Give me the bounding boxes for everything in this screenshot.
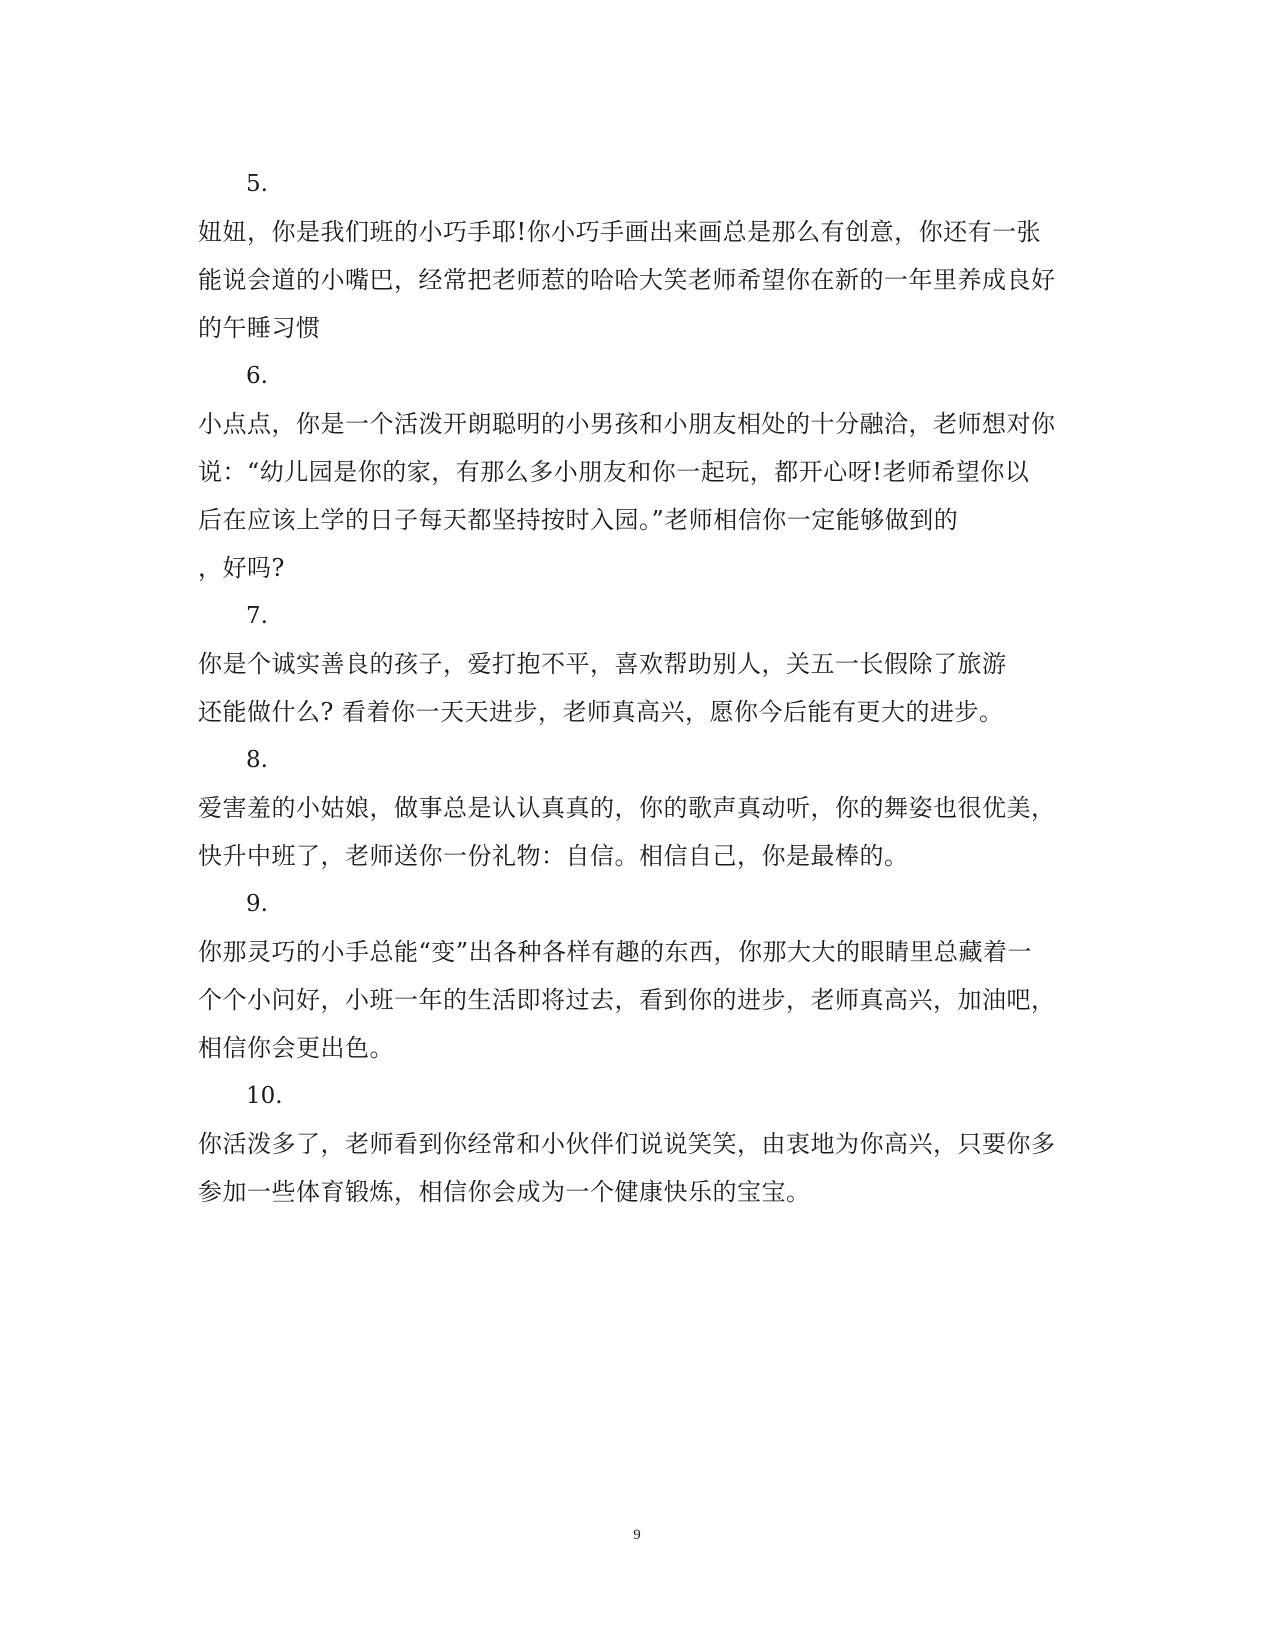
text-line: 相信你会更出色。 bbox=[198, 1034, 394, 1062]
entry-number: 6. bbox=[246, 363, 268, 389]
entry-text bbox=[198, 208, 1078, 352]
text-line: 还能做什么? 看着你一天天进步，老师真高兴，愿你今后能有更大的进步。 bbox=[198, 698, 1004, 726]
text-line: 小点点，你是一个活泼开朗聪明的小男孩和小朋友相处的十分融洽，老师想对你 bbox=[198, 410, 1056, 438]
entry-10 bbox=[198, 1072, 1078, 1216]
entry-6 bbox=[198, 352, 1078, 592]
entry-number: 8. bbox=[246, 747, 268, 773]
text-line: 你那灵巧的小手总能“变”出各种各样有趣的东西，你那大大的眼睛里总藏着一 bbox=[198, 938, 1033, 966]
entry-text bbox=[198, 928, 1078, 1072]
entry-number: 9. bbox=[246, 891, 268, 917]
text-line: 后在应该上学的日子每天都坚持按时入园。”老师相信你一定能够做到的 bbox=[198, 506, 959, 534]
entry-text bbox=[198, 400, 1078, 592]
text-line: 你活泼多了，老师看到你经常和小伙伴们说说笑笑，由衷地为你高兴，只要你多 bbox=[198, 1130, 1056, 1158]
entry-9 bbox=[198, 880, 1078, 1072]
text-line: 妞妞，你是我们班的小巧手耶!你小巧手画出来画总是那么有创意，你还有一张 bbox=[198, 218, 1042, 246]
text-line: 快升中班了，老师送你一份礼物：自信。相信自己，你是最棒的。 bbox=[198, 842, 909, 870]
entry-5 bbox=[198, 160, 1078, 352]
entry-number: 7. bbox=[246, 603, 268, 629]
page-number: 9 bbox=[633, 1527, 641, 1543]
text-line: 能说会道的小嘴巴，经常把老师惹的哈哈大笑老师希望你在新的一年里养成良好 bbox=[198, 266, 1056, 294]
entry-7 bbox=[198, 592, 1078, 736]
text-line: 的午睡习惯 bbox=[198, 314, 321, 342]
text-line: ，好吗? bbox=[198, 554, 285, 582]
text-line: 说：“幼儿园是你的家，有那么多小朋友和你一起玩，都开心呀!老师希望你以 bbox=[198, 458, 1030, 486]
text-line: 个个小问好，小班一年的生活即将过去，看到你的进步，老师真高兴，加油吧， bbox=[198, 986, 1056, 1014]
entry-number: 5. bbox=[246, 171, 268, 197]
entry-8 bbox=[198, 736, 1078, 880]
text-line: 爱害羞的小姑娘，做事总是认认真真的，你的歌声真动听，你的舞姿也很优美， bbox=[198, 794, 1056, 822]
entry-text bbox=[198, 784, 1078, 880]
text-line: 你是个诚实善良的孩子，爱打抱不平，喜欢帮助别人，关五一长假除了旅游 bbox=[198, 650, 1007, 678]
document-content bbox=[198, 160, 1078, 1216]
text-line: 参加一些体育锻炼，相信你会成为一个健康快乐的宝宝。 bbox=[198, 1178, 811, 1206]
entry-text bbox=[198, 1120, 1078, 1216]
entry-text bbox=[198, 640, 1078, 736]
entry-number: 10. bbox=[246, 1083, 283, 1109]
